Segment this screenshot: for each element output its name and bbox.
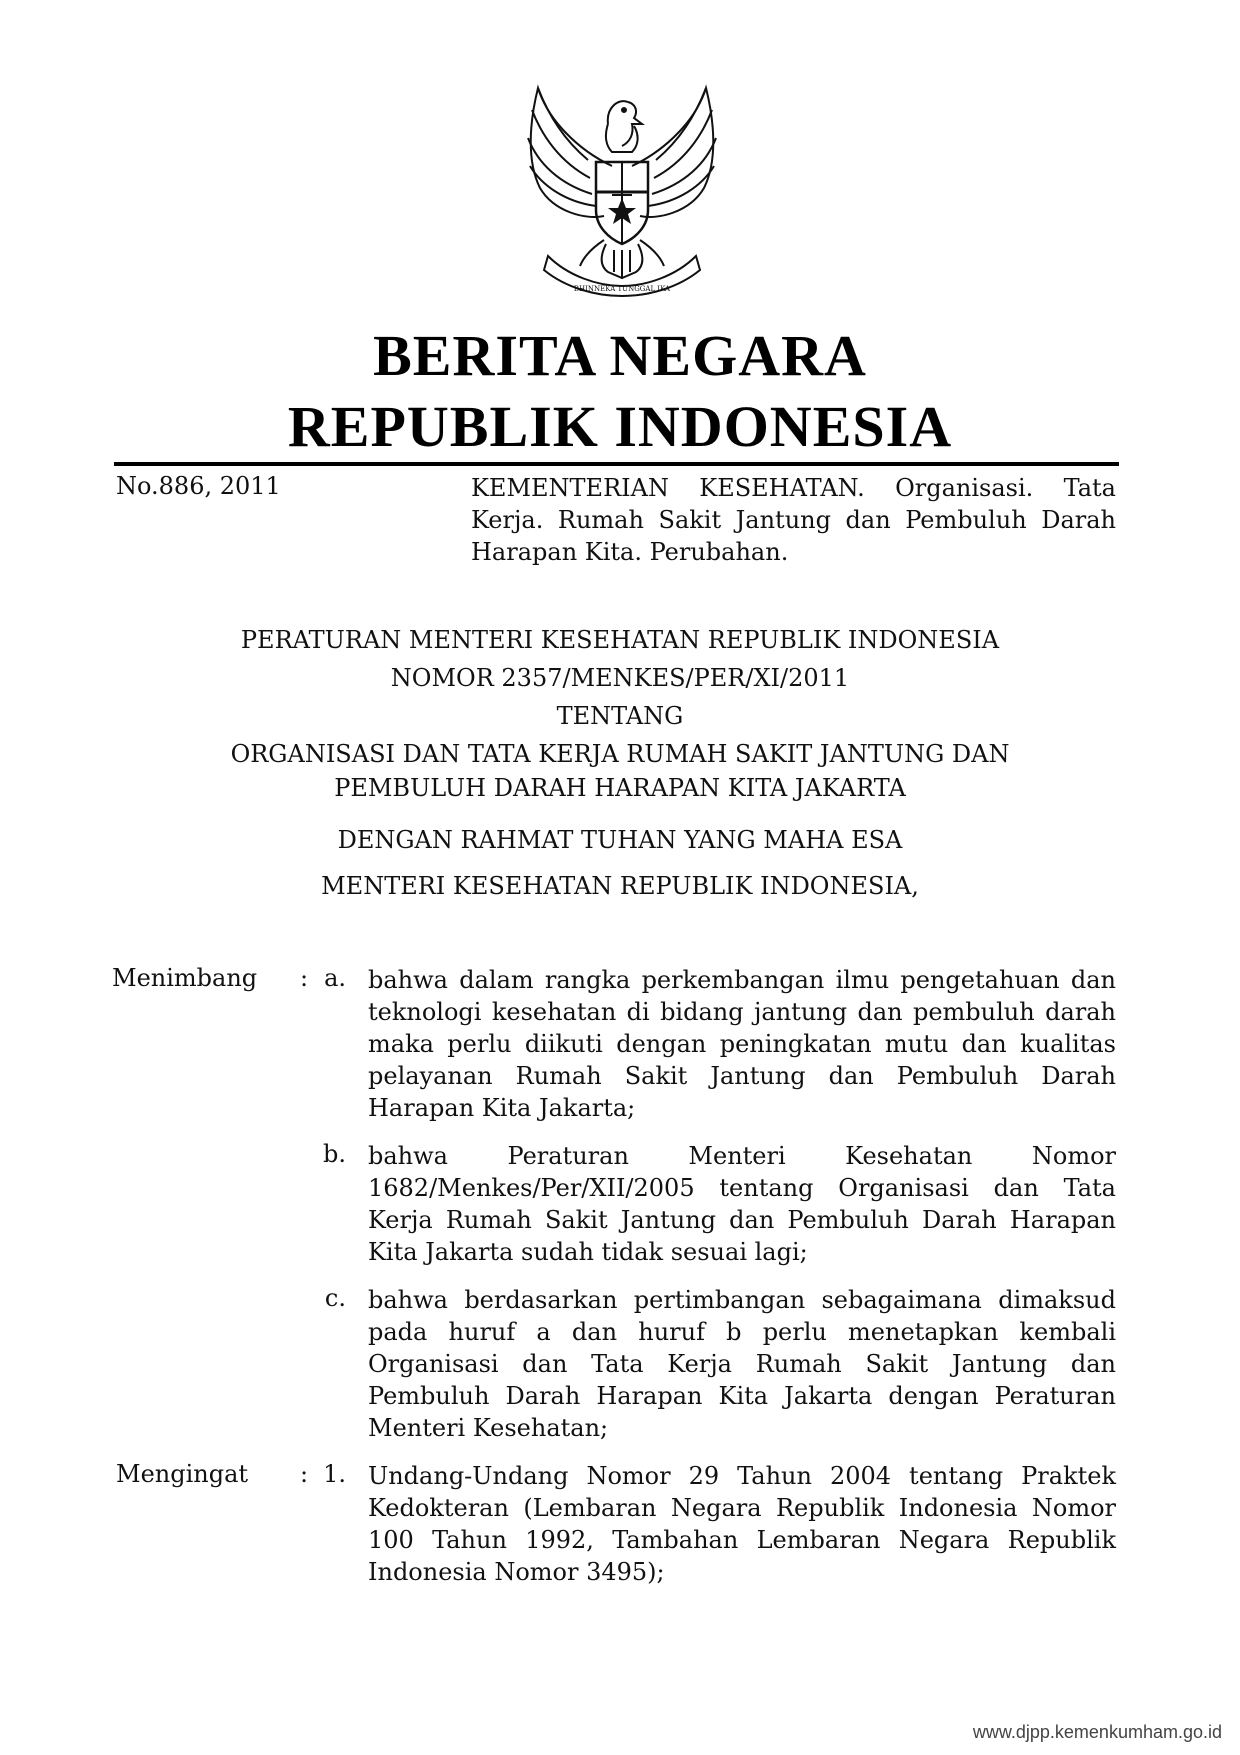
minister-title: MENTERI KESEHATAN REPUBLIK INDONESIA, [321,872,919,900]
menimbang-marker-c: c. [324,1284,346,1312]
menimbang-colon: : [300,964,309,992]
regulation-number: NOMOR 2357/MENKES/PER/XI/2011 [390,664,850,692]
regulation-subject-line-1: ORGANISASI DAN TATA KERJA RUMAH SAKIT JANTUNG DAN [230,740,1010,768]
title-line-2: REPUBLIK INDONESIA [287,394,953,459]
menimbang-item-c: bahwa berdasarkan pertimbangan sebagaimana dimaksud pada huruf a dan huruf b perlu menetapkan kembali Organisasi dan Tata Kerja Rumah Sakit Jantung dan Pembuluh Darah Harapan Kita Jakarta dengan Peraturan Menteri Kesehatan; [368,1286,1116,1442]
regulation-title: PERATURAN MENTERI KESEHATAN REPUBLIK INDONESIA [240,626,1000,654]
menimbang-label: Menimbang [112,964,258,992]
menimbang-marker-b: b. [323,1140,346,1168]
footer-url: www.djpp.kemenkumham.go.id [972,1722,1222,1742]
regulation-subject-line-2: PEMBULUH DARAH HARAPAN KITA JAKARTA [334,774,906,802]
invocation: DENGAN RAHMAT TUHAN YANG MAHA ESA [337,826,903,854]
title-line-1: BERITA NEGARA [373,323,867,388]
header-divider [114,462,1119,466]
mengingat-colon: : [300,1460,309,1488]
regulation-tentang: TENTANG [556,702,684,730]
menimbang-item-b: bahwa Peraturan Menteri Kesehatan Nomor 1682/Menkes/Per/XII/2005 tentang Organisasi dan Tata Kerja Rumah Sakit Jantung dan Pembuluh Darah Harapan Kita Jakarta sudah tidak sesuai lagi; [368,1142,1116,1266]
gazette-number: No.886, 2011 [116,472,281,500]
mengingat-marker-1: 1. [323,1460,346,1488]
emblem-motto: BHINNEKA TUNGGAL IKA [573,285,671,293]
menimbang-item-a: bahwa dalam rangka perkembangan ilmu pengetahuan dan teknologi kesehatan di bidang jantung dan pembuluh darah maka perlu diikuti dengan peningkatan mutu dan kualitas pelayanan Rumah Sakit Jantung dan Pembuluh Darah Harapan Kita Jakarta; [368,966,1116,1122]
menimbang-marker-a: a. [324,964,346,992]
mengingat-label: Mengingat [116,1460,249,1488]
garuda-emblem-icon [508,80,736,298]
mengingat-item-1: Undang-Undang Nomor 29 Tahun 2004 tentang Praktek Kedokteran (Lembaran Negara Republik Indonesia Nomor 100 Tahun 1992, Tambahan Lembaran Negara Republik Indonesia Nomor 3495); [368,1462,1116,1586]
gazette-subject: KEMENTERIAN KESEHATAN. Organisasi. Tata Kerja. Rumah Sakit Jantung dan Pembuluh Darah Harapan Kita. Perubahan. [471,474,1116,566]
